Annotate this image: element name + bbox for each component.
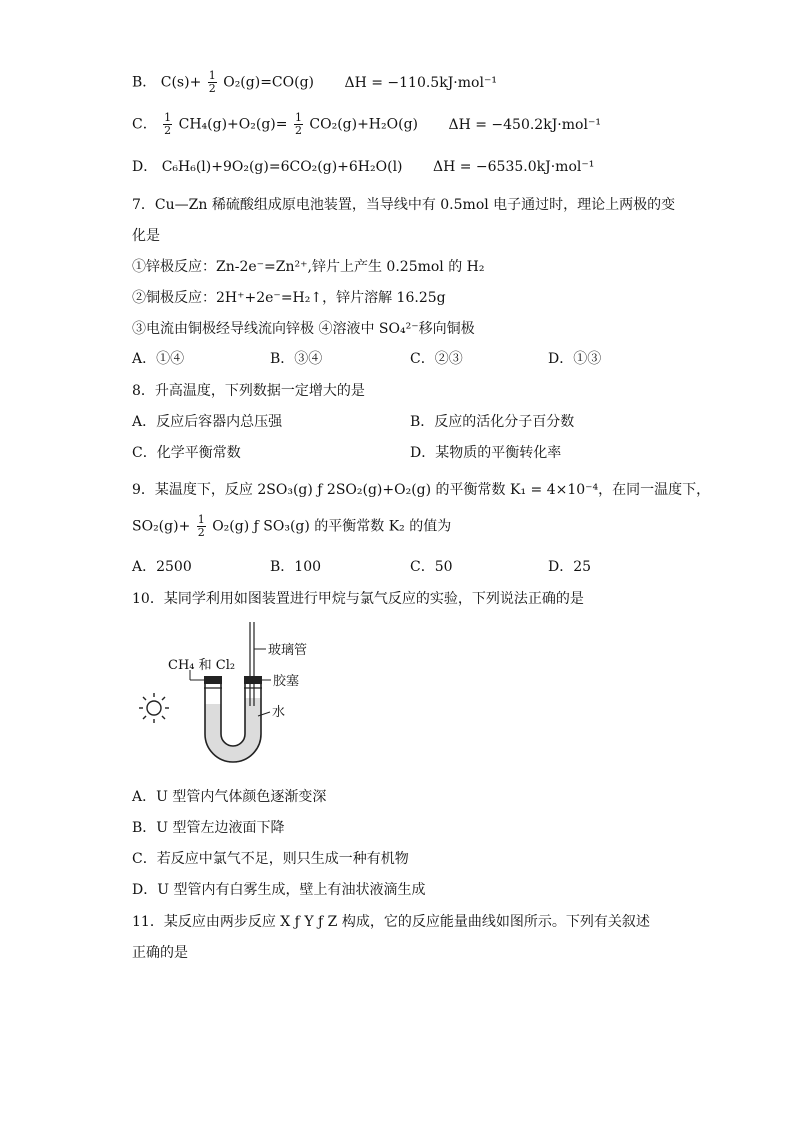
fraction-denominator: 2 [208,82,216,95]
q6-option-c [132,112,601,137]
q9-option-d: D．25 [548,559,592,575]
figure-label-gas: CH₄ 和 Cl₂ [168,658,236,673]
equation-part: CO₂(g)+H₂O(g) [309,116,418,133]
figure-label-water: 水 [272,705,286,720]
fraction-numerator: 1 [197,513,205,526]
q8-option-c: C．化学平衡常数 [132,445,241,461]
option-letter: B． [132,74,157,91]
q9-stem-line1: 9．某温度下，反应 2SO₃(g) ƒ 2SO₂(g)+O₂(g) 的平衡常数 K₁ = 4×10⁻⁴，在同一温度下， [132,482,711,498]
q8-option-a: A．反应后容器内总压强 [132,414,283,430]
equation-part: C₆H₆(l)+9O₂(g)=6CO₂(g)+6H₂O(l) [161,159,403,175]
q10-option-c: C．若反应中氯气不足，则只生成一种有机物 [132,851,409,867]
q7-item-1: ①锌极反应：Zn-2e⁻=Zn²⁺,锌片上产生 0.25mol 的 H₂ [132,259,485,275]
enthalpy-value: ΔH = −110.5kJ·mol⁻¹ [344,74,497,91]
enthalpy-value: ΔH = −6535.0kJ·mol⁻¹ [432,159,595,175]
q7-option-b: B．③④ [270,351,323,367]
fraction-numerator: 1 [208,69,216,82]
q9-option-c: C．50 [410,559,453,575]
q7-stem-line2: 化是 [132,228,160,244]
q7-item-3: ③电流由铜极经导线流向锌极 ④溶液中 SO₄²⁻移向铜极 [132,321,475,337]
q7-option-d: D．①③ [548,351,602,367]
left-stopper [204,676,222,684]
figure-label-stopper: 胶塞 [273,674,300,689]
fraction-denominator: 2 [197,526,205,539]
q11-stem-line2: 正确的是 [132,945,188,961]
q8-option-d: D．某物质的平衡转化率 [410,445,562,461]
q7-item-2: ②铜极反应：2H⁺+2e⁻=H₂↑，锌片溶解 16.25g [132,290,446,306]
q7-option-a: A．①④ [132,351,185,367]
equation-part: O₂(g) ƒ SO₃(g) 的平衡常数 K₂ 的值为 [212,518,452,535]
enthalpy-value: ΔH = −450.2kJ·mol⁻¹ [448,116,601,133]
q10-option-d: D．U 型管内有白雾生成，壁上有油状液滴生成 [132,882,426,898]
equation-part: O₂(g)=CO(g) [223,74,314,91]
u-tube-apparatus-figure [132,616,332,766]
q10-stem: 10．某同学利用如图装置进行甲烷与氯气反应的实验，下列说法正确的是 [132,591,584,607]
q8-stem: 8．升高温度，下列数据一定增大的是 [132,383,365,399]
figure-label-glass-tube: 玻璃管 [268,643,308,658]
fraction-numerator: 1 [294,111,302,124]
fraction-numerator: 1 [164,111,172,124]
fraction [163,112,172,137]
equation-part: CH₄(g)+O₂(g)= [178,116,288,133]
q6-option-b [132,70,497,95]
right-stopper [244,676,262,684]
q7-option-c: C．②③ [410,351,463,367]
q11-stem-line1: 11．某反应由两步反应 X ƒ Y ƒ Z 构成，它的反应能量曲线如图所示。下列有关叙述 [132,914,650,930]
fraction-denominator: 2 [294,124,302,137]
equation-part: SO₂(g)+ [132,518,191,535]
q8-option-b: B．反应的活化分子百分数 [410,414,575,430]
equation-part: C(s)+ [160,74,202,91]
option-letter: C． [132,116,157,133]
q10-option-a: A．U 型管内气体颜色逐渐变深 [132,789,327,805]
q10-option-b: B．U 型管左边液面下降 [132,820,285,836]
fraction-denominator: 2 [164,124,172,137]
q6-option-d [132,156,594,176]
sun-icon [139,693,169,723]
water-fill [205,698,261,762]
q9-option-b: B．100 [270,559,322,575]
fraction [294,112,303,137]
q7-stem-line1: 7．Cu—Zn 稀硫酸组成原电池装置，当导线中有 0.5mol 电子通过时，理论上两极的变 [132,197,676,213]
option-letter: D． [132,159,158,175]
q9-stem-line2 [132,514,451,539]
q9-option-a: A．2500 [132,559,192,575]
fraction [197,514,206,539]
fraction [208,70,217,95]
